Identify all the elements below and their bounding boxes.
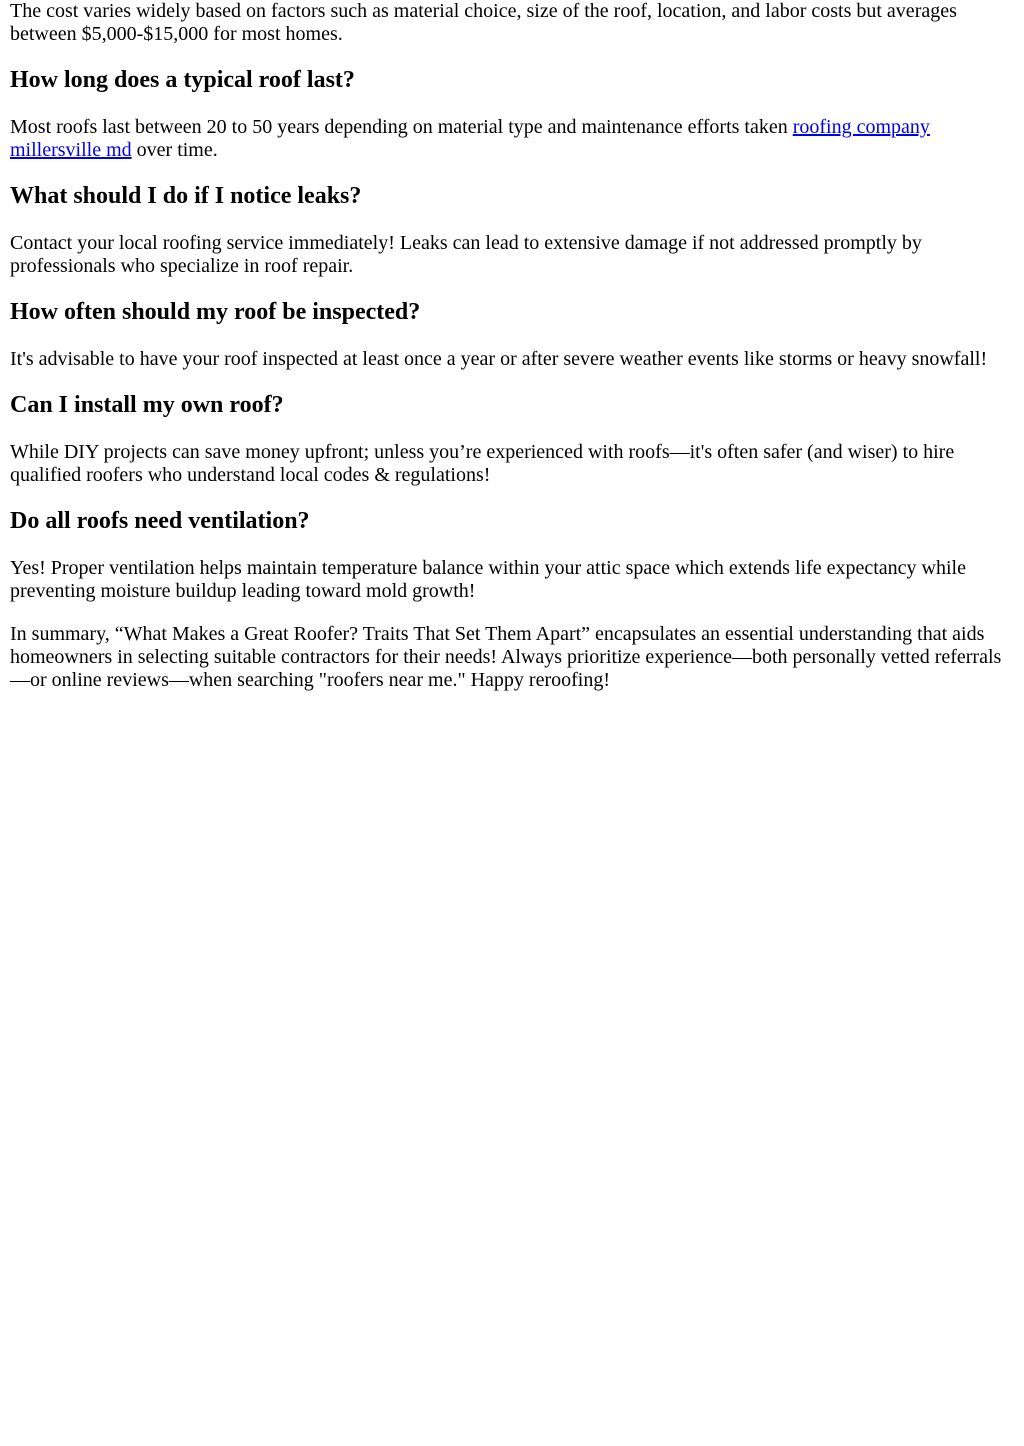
answer-text-before-link: Most roofs last between 20 to 50 years depending on material type and maintenance efforts taken (10, 116, 793, 138)
answer-text-after-link: over time. (131, 139, 218, 161)
faq-question-diy-install: Can I install my own roof? (10, 392, 284, 418)
faq-answer-roof-lifespan (10, 116, 1014, 162)
faq-answer-leaks: Contact your local roofing service immediately! Leaks can lead to extensive damage if not addressed promptly by professionals who specialize in roof repair. (10, 232, 922, 277)
intro-paragraph: The cost varies widely based on factors such as material choice, size of the roof, location, and labor costs but averages between $5,000-$15,000 for most homes. (10, 0, 957, 45)
faq-question-roof-lifespan: How long does a typical roof last? (10, 67, 355, 93)
roofing-company-link[interactable]: roofing company millersville md (10, 116, 930, 161)
faq-answer-ventilation: Yes! Proper ventilation helps maintain temperature balance within your attic space which extends life expectancy while preventing moisture buildup leading toward mold growth! (10, 557, 966, 602)
article-content (0, 0, 1024, 692)
faq-answer-inspection: It's advisable to have your roof inspected at least once a year or after severe weather events like storms or heavy snowfall! (10, 348, 988, 370)
faq-answer-diy-install: While DIY projects can save money upfront; unless you’re experienced with roofs—it's often safer (and wiser) to hire qualified roofers who understand local codes & regulations! (10, 441, 955, 486)
faq-question-inspection: How often should my roof be inspected? (10, 299, 421, 325)
summary-paragraph: In summary, “What Makes a Great Roofer? Traits That Set Them Apart” encapsulates an essential understanding that aids homeowners in selecting suitable contractors for their needs! Always prioritize experience—both personally vetted referrals—or online reviews—when searching "roofers near me." Happy reroofing! (10, 623, 1002, 691)
faq-question-ventilation: Do all roofs need ventilation? (10, 508, 310, 534)
faq-question-leaks: What should I do if I notice leaks? (10, 183, 362, 209)
